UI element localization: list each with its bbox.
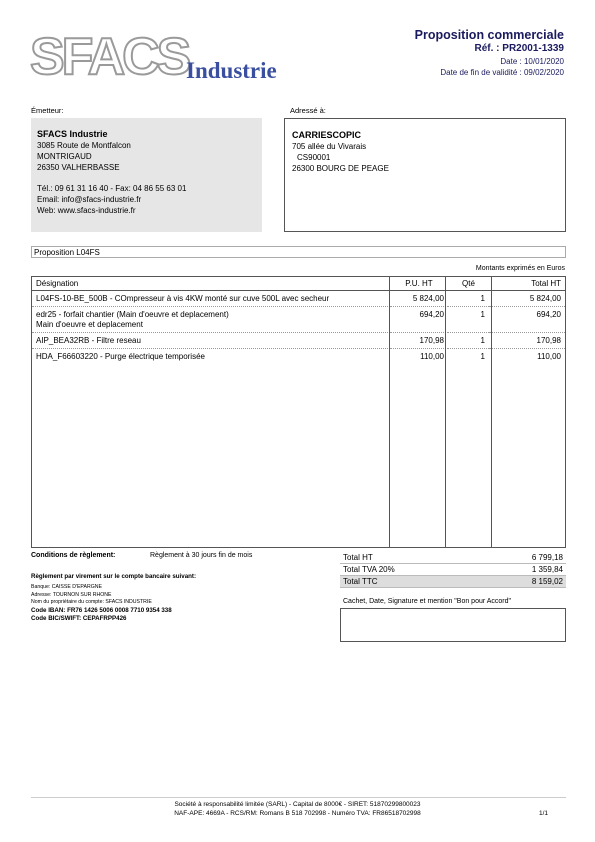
- column-divider: [445, 276, 446, 548]
- row-total: 170,98: [489, 333, 565, 349]
- row-designation: AIP_BEA32RB - Filtre reseau: [32, 333, 390, 349]
- row-designation-line-1: edr25 - forfait chantier (Main d'oeuvre et deplacement): [36, 310, 229, 319]
- table-row: [32, 333, 565, 349]
- signature-label: Cachet, Date, Signature et mention "Bon pour Accord": [343, 598, 512, 605]
- recipient-box: [284, 118, 566, 232]
- row-unit-price: 694,20: [390, 307, 448, 333]
- footer-divider: [31, 797, 566, 798]
- recipient-address-1: 705 allée du Vivarais: [292, 142, 367, 151]
- header-total: Total HT: [489, 277, 565, 291]
- currency-note: Montants exprimés en Euros: [475, 265, 565, 272]
- page-number: 1/1: [538, 810, 548, 817]
- column-divider: [389, 276, 390, 548]
- total-ht-label: Total HT: [343, 553, 373, 562]
- document-date: Date : 10/01/2020: [500, 57, 564, 66]
- payment-owner: Nom du propriétaire du compte: SFACS INDUSTRIE: [31, 599, 152, 605]
- row-designation: L04FS-10-BE_500B - COmpresseur à vis 4KW monté sur cuve 500L avec secheur: [32, 291, 390, 307]
- emitter-address-2: MONTRIGAUD: [37, 152, 92, 161]
- payment-address: Adresse: TOURNON SUR RHONE: [31, 592, 112, 598]
- header-qty: Qté: [448, 277, 489, 291]
- row-unit-price: 110,00: [420, 352, 444, 361]
- total-ttc-value: 8 159,02: [531, 577, 563, 586]
- logo-main-text: SFACS: [30, 30, 189, 85]
- signature-box: [340, 608, 566, 642]
- footer-legal-2: NAF-APE: 4669A - RCS/RM: Romans B 518 702998 - Numéro TVA: FR86518702998: [174, 810, 421, 817]
- total-ttc-label: Total TTC: [343, 577, 378, 586]
- total-tva-value: 1 359,84: [531, 565, 563, 574]
- table-row: [32, 349, 565, 365]
- row-total: 694,20: [489, 307, 565, 333]
- row-designation: [32, 307, 390, 333]
- conditions-value: Règlement à 30 jours fin de mois: [150, 552, 253, 559]
- emitter-phone: Tél.: 09 61 31 16 40 - Fax: 04 86 55 63 01: [37, 184, 187, 193]
- emitter-box: [31, 118, 262, 232]
- emitter-label: Émetteur:: [31, 106, 64, 115]
- column-divider: [491, 276, 492, 548]
- document-validity: Date de fin de validité : 09/02/2020: [440, 68, 564, 77]
- row-total: 110,00: [537, 352, 561, 361]
- row-total: 5 824,00: [489, 291, 565, 307]
- table-header-row: [32, 277, 565, 291]
- payment-iban: Code IBAN: FR76 1426 5006 0008 7710 9354 338: [31, 607, 172, 614]
- total-tva-row: [340, 564, 566, 576]
- totals-block: [340, 552, 566, 588]
- row-qty: 1: [448, 291, 489, 307]
- total-ht-row: [340, 552, 566, 564]
- recipient-name: CARRIESCOPIC: [292, 130, 362, 140]
- proposal-label: Proposition L04FS: [31, 246, 566, 258]
- row-unit-price: 170,98: [390, 333, 448, 349]
- row-qty: 1: [448, 333, 489, 349]
- items-table: [31, 276, 566, 548]
- total-ht-value: 6 799,18: [531, 553, 563, 562]
- table-row: [32, 307, 565, 333]
- row-qty: 1: [448, 307, 489, 333]
- row-unit-price: 5 824,00: [390, 291, 448, 307]
- total-ttc-row: [340, 576, 566, 588]
- payment-bank: Banque: CAISSE D'EPARGNE: [31, 584, 102, 590]
- emitter-web: Web: www.sfacs-industrie.fr: [37, 206, 136, 215]
- emitter-email: Email: info@sfacs-industrie.fr: [37, 195, 142, 204]
- emitter-address-3: 26350 VALHERBASSE: [37, 163, 120, 172]
- document-reference: Réf. : PR2001-1339: [474, 43, 564, 54]
- payment-bic: Code BIC/SWIFT: CEPAFRPP426: [31, 615, 127, 622]
- logo-sub-text: Industrie: [186, 58, 277, 83]
- footer-legal-1: Société à responsabilité limitée (SARL) - Capital de 8000€ - SIRET: 51870299800023: [174, 801, 421, 808]
- emitter-name: SFACS Industrie: [37, 129, 108, 139]
- header-unit-price: P.U. HT: [390, 277, 448, 291]
- row-designation: HDA_F66603220 - Purge électrique temporisée: [36, 352, 205, 361]
- table-row: [32, 291, 565, 307]
- recipient-label: Adressé à:: [290, 106, 326, 115]
- row-qty: 1: [480, 352, 485, 361]
- document-title: Proposition commerciale: [414, 28, 564, 42]
- total-tva-label: Total TVA 20%: [343, 565, 395, 574]
- conditions-label: Conditions de règlement:: [31, 552, 116, 559]
- recipient-address-2: CS90001: [297, 153, 331, 162]
- payment-title: Règlement par virement sur le compte bancaire suivant:: [31, 573, 197, 580]
- company-logo: [30, 30, 310, 85]
- header-designation: Désignation: [32, 277, 390, 291]
- row-designation-line-2: Main d'oeuvre et deplacement: [36, 320, 143, 329]
- recipient-address-3: 26300 BOURG DE PEAGE: [292, 164, 389, 173]
- emitter-address-1: 3085 Route de Montfalcon: [37, 141, 131, 150]
